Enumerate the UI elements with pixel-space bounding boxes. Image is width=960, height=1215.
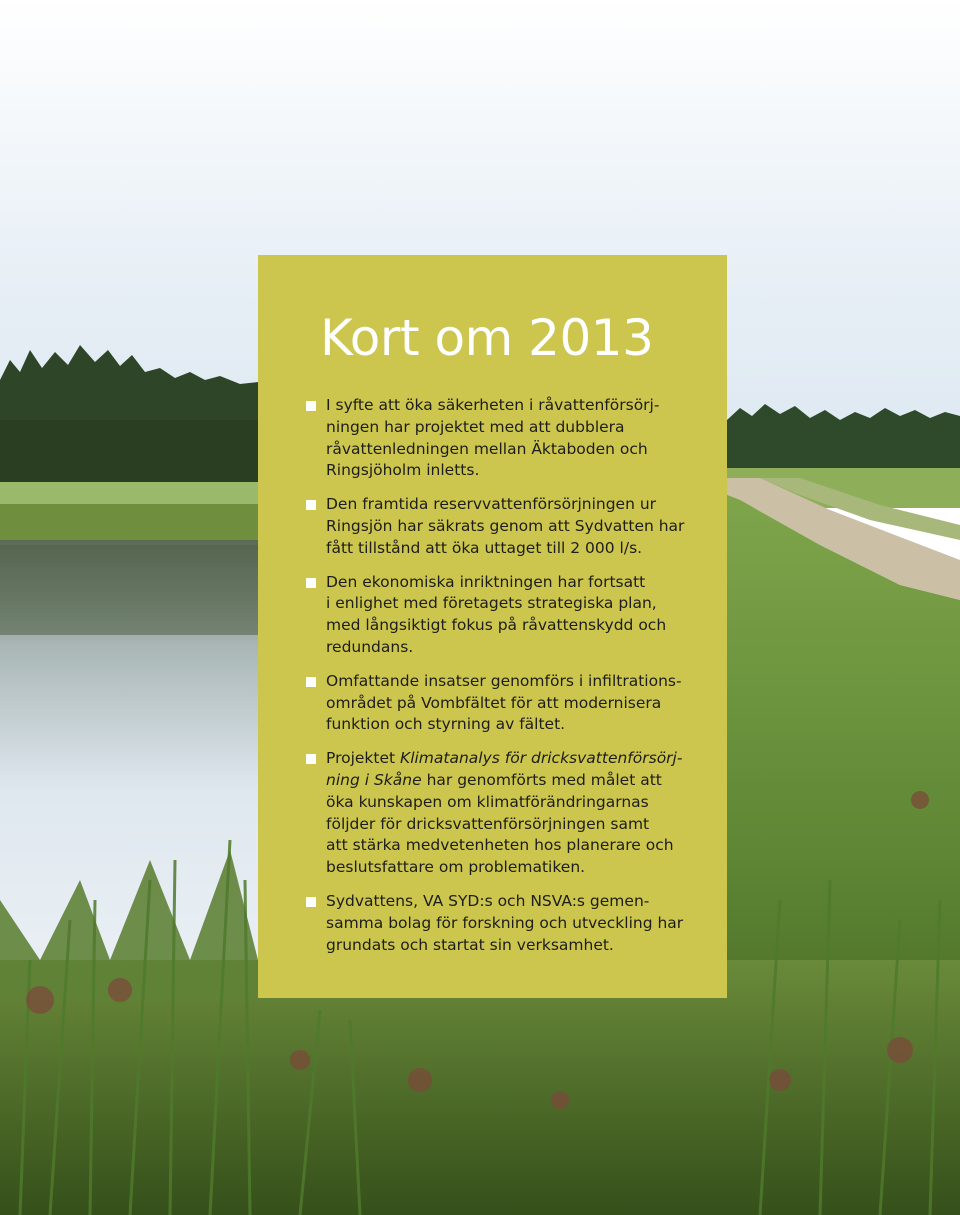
- bullet-text: Sydvattens, VA SYD:s och NSVA:s gemen- samma bolag för forskning och utveckling har grundats och startat sin verksamhet.: [326, 891, 684, 954]
- bullet-text: Den framtida reservvattenförsörjningen ur Ringsjön har säkrats genom att Sydvatten har fått tillstånd att öka uttaget till 2 000 l/s.: [326, 495, 685, 557]
- bullet-item: [306, 494, 691, 559]
- bullet-item: [306, 671, 691, 736]
- bullet-text: Omfattande insatser genomförs i infiltrations- området på Vombfältet för att modernisera funktion och styrning av fältet.: [326, 671, 682, 734]
- bullet-item: [306, 572, 691, 659]
- bullet-marker: [306, 578, 316, 588]
- bullet-list: [306, 395, 691, 956]
- summary-panel: [258, 255, 727, 998]
- bullet-item: [306, 748, 691, 879]
- bullet-marker: [306, 754, 316, 764]
- bullet-marker: [306, 677, 316, 687]
- bullet-text: Projektet Klimatanalys för dricksvattenförsörj- ning i Skåne har genomförts med målet att öka kunskapen om klimatförändringarnas följder för dricksvattenförsörjningen samt att stärka medvetenheten hos planerare och beslutsfattare om problematiken.: [326, 749, 683, 877]
- bullet-item: [306, 395, 691, 482]
- bullet-text: I syfte att öka säkerheten i råvattenförsörj- ningen har projektet med att dubblera råvattenledningen mellan Äktaboden och Ringsjöholm inletts.: [326, 396, 660, 480]
- bullet-marker: [306, 897, 316, 907]
- italic-title: Klimatanalys för dricksvattenförsörj- ning i Skåne: [326, 749, 683, 789]
- panel-title: Kort om 2013: [320, 309, 654, 367]
- bullet-text: Den ekonomiska inriktningen har fortsatt i enlighet med företagets strategiska plan, med långsiktigt fokus på råvattenskydd och redundans.: [326, 572, 667, 656]
- bullet-item: [306, 891, 691, 956]
- bullet-marker: [306, 500, 316, 510]
- bullet-marker: [306, 401, 316, 411]
